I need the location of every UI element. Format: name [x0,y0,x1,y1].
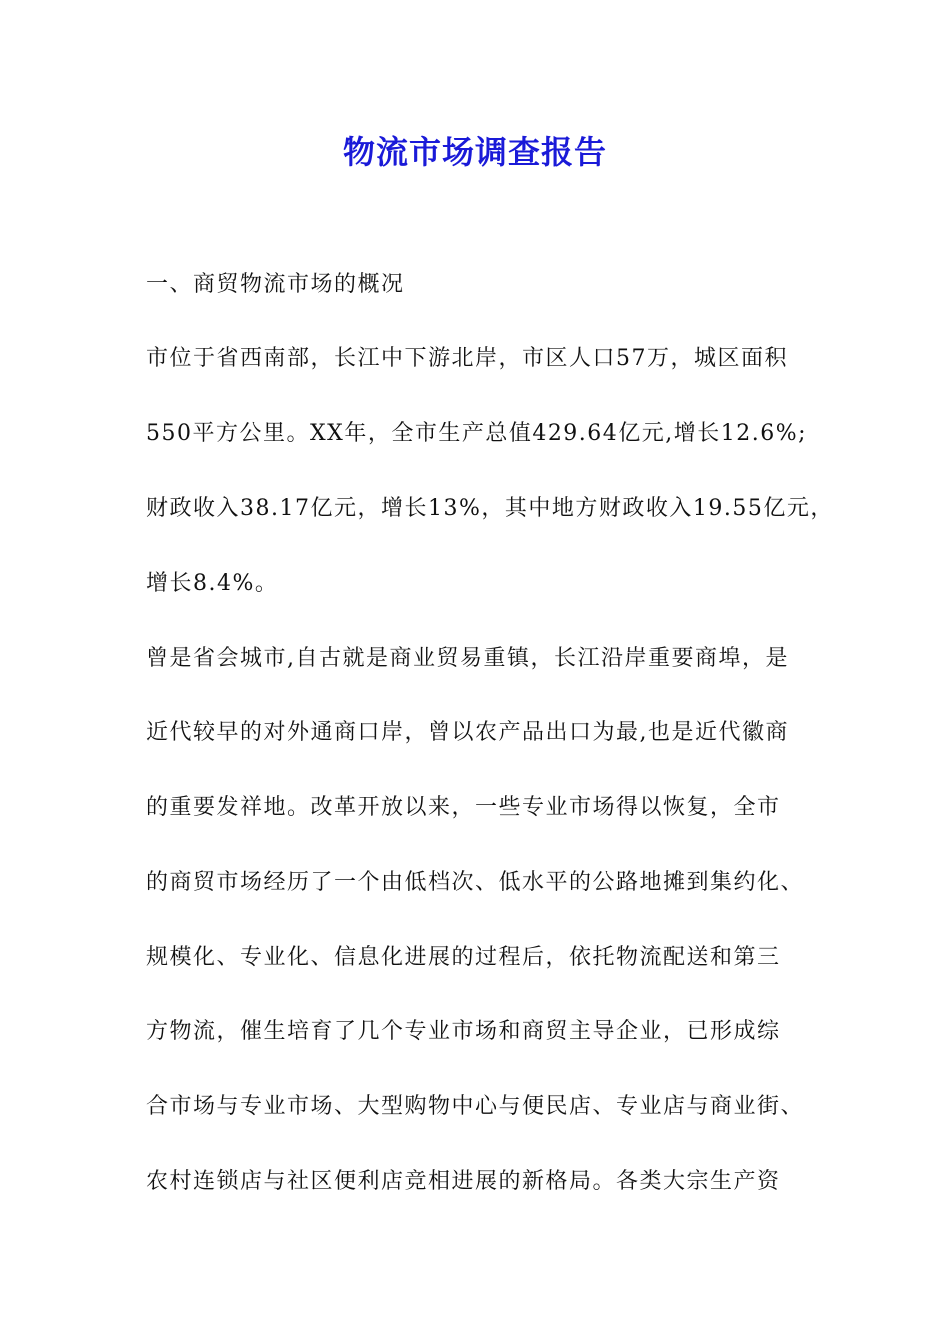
body-line: 曾是省会城市,自古就是商业贸易重镇，长江沿岸重要商埠，是 [146,646,789,671]
body-line: 近代较早的对外通商口岸，曾以农产品出口为最,也是近代徽商 [146,720,789,745]
body-line: 的重要发祥地。改革开放以来，一些专业市场得以恢复，全市 [146,795,781,820]
body-line: 的商贸市场经历了一个由低档次、低水平的公路地摊到集约化、 [146,870,805,895]
body-line: 农村连锁店与社区便利店竞相进展的新格局。各类大宗生产资 [146,1169,781,1194]
body-line: 合市场与专业市场、大型购物中心与便民店、专业店与商业街、 [146,1094,805,1119]
body-line: 市位于省西南部，长江中下游北岸，市区人口57万，城区面积 [146,346,788,371]
body-line: 方物流，催生培育了几个专业市场和商贸主导企业，已形成综 [146,1019,781,1044]
body-line: 增长8.4%。 [146,571,279,596]
body-line: 550平方公里。XX年，全市生产总值429.64亿元,增长12.6%; [146,421,808,446]
body-line: 财政收入38.17亿元，增长13%，其中地方财政收入19.55亿元， [146,496,834,521]
section-heading: 一、商贸物流市场的概况 [146,272,405,297]
body-line: 规模化、专业化、信息化进展的过程后，依托物流配送和第三 [146,945,781,970]
document-title: 物流市场调查报告 [342,133,607,171]
